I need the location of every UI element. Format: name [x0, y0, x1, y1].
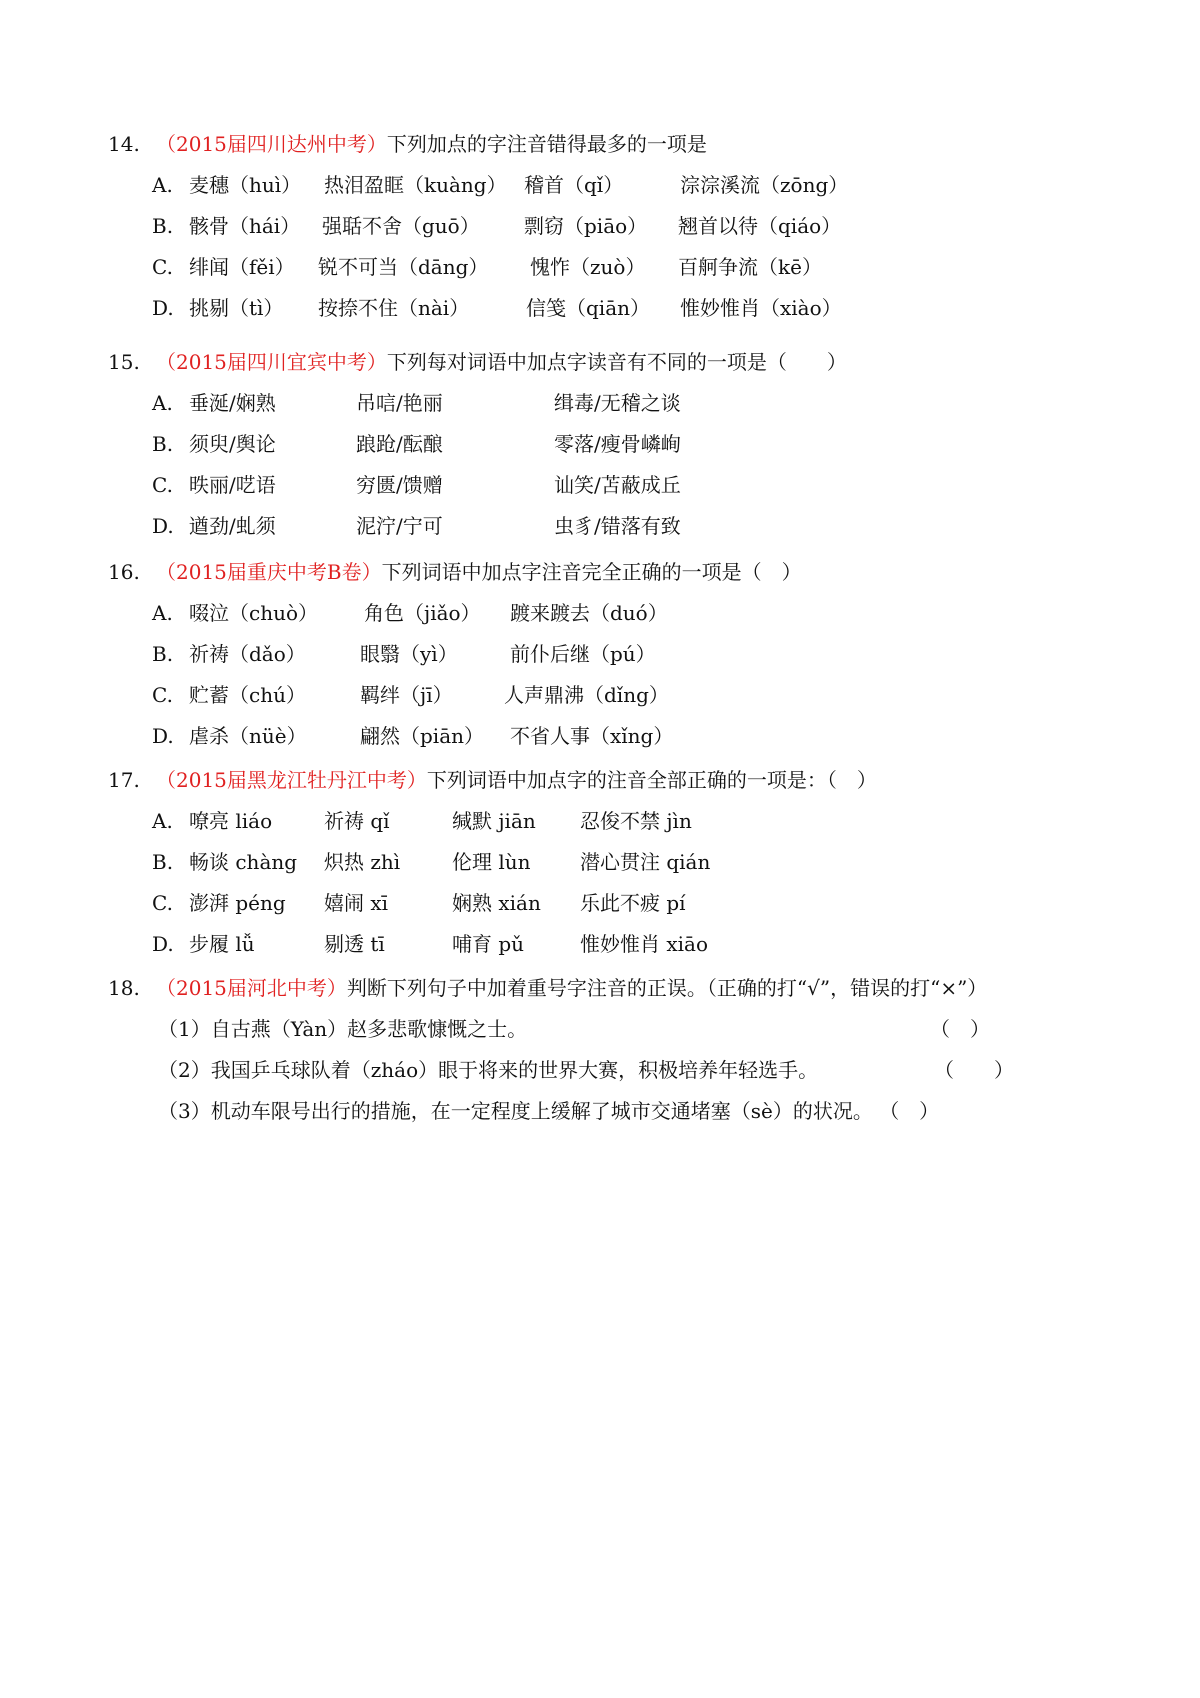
- question-source: （2015届河北中考）: [156, 976, 347, 1000]
- option-item: 愧怍（zuò）: [530, 255, 646, 279]
- option-label: A.: [152, 173, 173, 197]
- option-item: 虫豸/错落有致: [554, 514, 681, 538]
- option-c: [108, 883, 1128, 924]
- option-item: 贮蓄（chú）: [189, 683, 306, 707]
- question-17: [108, 760, 1128, 965]
- option-item: 吊唁/艳丽: [356, 391, 443, 415]
- option-label: B.: [152, 214, 174, 238]
- option-item: 剽窃（piāo）: [524, 214, 648, 238]
- option-item: 不省人事（xǐng）: [510, 724, 674, 748]
- option-item: 嘹亮 liáo: [189, 809, 273, 833]
- option-item: 强聒不舍（guō）: [322, 214, 480, 238]
- option-item: 翩然（piān）: [360, 724, 485, 748]
- question-15: [108, 342, 1128, 547]
- option-item: 伦理 lùn: [452, 850, 531, 874]
- question-16: [108, 552, 1128, 757]
- option-item: 忍俊不禁 jìn: [580, 809, 692, 833]
- option-item: 稽首（qǐ）: [524, 173, 624, 197]
- option-d: [108, 506, 1128, 547]
- option-a: [108, 383, 1128, 424]
- sentence-text: （2）我国乒乓球队着（zháo）眼于将来的世界大赛，积极培养年轻选手。: [158, 1058, 819, 1082]
- answer-blank: （ ）: [934, 1058, 1014, 1082]
- option-item: 百舸争流（kē）: [678, 255, 822, 279]
- option-item: 哺育 pǔ: [452, 932, 525, 956]
- option-item: 锐不可当（dāng）: [318, 255, 489, 279]
- option-label: D.: [152, 932, 174, 956]
- option-label: C.: [152, 473, 173, 497]
- option-item: 热泪盈眶（kuàng）: [324, 173, 507, 197]
- option-item: 缉毒/无稽之谈: [554, 391, 681, 415]
- option-b: [108, 634, 1128, 675]
- option-d: [108, 716, 1128, 757]
- option-c: [108, 465, 1128, 506]
- question-14: [108, 124, 1128, 329]
- option-d: [108, 288, 1128, 329]
- option-item: 剔透 tī: [324, 932, 385, 956]
- sentence-3: [108, 1091, 1128, 1132]
- option-c: [108, 247, 1128, 288]
- option-label: A.: [152, 809, 173, 833]
- option-label: B.: [152, 850, 174, 874]
- question-stem: 下列词语中加点字的注音全部正确的一项是：（ ）: [426, 768, 877, 792]
- option-label: B.: [152, 432, 174, 456]
- option-item: 零落/瘦骨嶙峋: [554, 432, 681, 456]
- option-item: 炽热 zhì: [324, 850, 401, 874]
- option-item: 信笺（qiān）: [526, 296, 651, 320]
- question-stem: 下列词语中加点字注音完全正确的一项是（ ）: [381, 560, 802, 584]
- sentence-1: [108, 1009, 1128, 1050]
- option-item: 垂涎/娴熟: [189, 391, 276, 415]
- option-item: 步履 lǚ: [189, 932, 255, 956]
- question-number: 18.: [108, 976, 140, 1000]
- option-b: [108, 206, 1128, 247]
- option-item: 昳丽/呓语: [189, 473, 276, 497]
- option-item: 人声鼎沸（dǐng）: [504, 683, 669, 707]
- question-header: [108, 760, 1128, 801]
- question-header: [108, 552, 1128, 593]
- option-b: [108, 424, 1128, 465]
- option-item: 娴熟 xián: [452, 891, 541, 915]
- answer-blank: （ ）: [930, 1017, 990, 1041]
- option-label: C.: [152, 255, 173, 279]
- option-item: 挑剔（tì）: [189, 296, 284, 320]
- option-item: 按捺不住（nài）: [318, 296, 470, 320]
- option-label: D.: [152, 514, 174, 538]
- question-number: 14.: [108, 132, 140, 156]
- option-a: [108, 593, 1128, 634]
- question-number: 16.: [108, 560, 140, 584]
- option-label: B.: [152, 642, 174, 666]
- option-d: [108, 924, 1128, 965]
- question-source: （2015届重庆中考B卷）: [156, 560, 382, 584]
- question-source: （2015届四川宜宾中考）: [156, 350, 387, 374]
- question-stem: 下列每对词语中加点字读音有不同的一项是（ ）: [386, 350, 847, 374]
- option-item: 祈祷 qǐ: [324, 809, 390, 833]
- question-number: 17.: [108, 768, 140, 792]
- option-item: 嬉闹 xī: [324, 891, 389, 915]
- option-a: [108, 801, 1128, 842]
- question-header: [108, 124, 1128, 165]
- sentence-2: [108, 1050, 1128, 1091]
- option-item: 潜心贯注 qián: [580, 850, 711, 874]
- question-number: 15.: [108, 350, 140, 374]
- option-label: A.: [152, 391, 173, 415]
- option-item: 啜泣（chuò）: [189, 601, 319, 625]
- option-item: 前仆后继（pú）: [510, 642, 656, 666]
- option-item: 畅谈 chàng: [189, 850, 298, 874]
- option-b: [108, 842, 1128, 883]
- option-item: 绯闻（fěi）: [189, 255, 295, 279]
- option-item: 须臾/舆论: [189, 432, 276, 456]
- option-c: [108, 675, 1128, 716]
- sentence-text: （3）机动车限号出行的措施，在一定程度上缓解了城市交通堵塞（sè）的状况。: [158, 1099, 873, 1123]
- option-item: 祈祷（dǎo）: [189, 642, 306, 666]
- option-label: D.: [152, 724, 174, 748]
- option-label: C.: [152, 891, 173, 915]
- option-label: C.: [152, 683, 173, 707]
- option-item: 羁绊（jī）: [360, 683, 453, 707]
- option-a: [108, 165, 1128, 206]
- option-item: 踱来踱去（duó）: [510, 601, 668, 625]
- option-item: 淙淙溪流（zōng）: [680, 173, 849, 197]
- answer-blank: （ ）: [879, 1099, 940, 1123]
- option-item: 澎湃 péng: [189, 891, 286, 915]
- option-item: 骸骨（hái）: [189, 214, 301, 238]
- sentence-text: （1）自古燕（Yàn）赵多悲歌慷慨之士。: [158, 1017, 528, 1041]
- option-item: 翘首以待（qiáo）: [678, 214, 842, 238]
- option-item: 惟妙惟肖（xiào）: [680, 296, 842, 320]
- option-item: 虐杀（nüè）: [189, 724, 307, 748]
- question-source: （2015届四川达州中考）: [156, 132, 387, 156]
- option-item: 踉跄/酝酿: [356, 432, 443, 456]
- option-item: 角色（jiǎo）: [364, 601, 481, 625]
- option-label: A.: [152, 601, 173, 625]
- option-item: 遒劲/虬须: [189, 514, 276, 538]
- option-item: 惟妙惟肖 xiāo: [580, 932, 708, 956]
- option-item: 缄默 jiān: [452, 809, 536, 833]
- question-header: [108, 968, 1128, 1009]
- option-label: D.: [152, 296, 174, 320]
- option-item: 乐此不疲 pí: [580, 891, 686, 915]
- question-source: （2015届黑龙江牡丹江中考）: [156, 768, 427, 792]
- question-18: [108, 968, 1128, 1132]
- option-item: 穷匮/馈赠: [356, 473, 443, 497]
- option-item: 泥泞/宁可: [356, 514, 443, 538]
- question-header: [108, 342, 1128, 383]
- question-stem: 下列加点的字注音错得最多的一项是: [386, 132, 707, 156]
- option-item: 讪笑/苫蔽成丘: [554, 473, 681, 497]
- option-item: 眼翳（yì）: [360, 642, 458, 666]
- option-item: 麦穗（huì）: [189, 173, 302, 197]
- question-stem: 判断下列句子中加着重号字注音的正误。（正确的打“√”，错误的打“×”）: [346, 976, 988, 1000]
